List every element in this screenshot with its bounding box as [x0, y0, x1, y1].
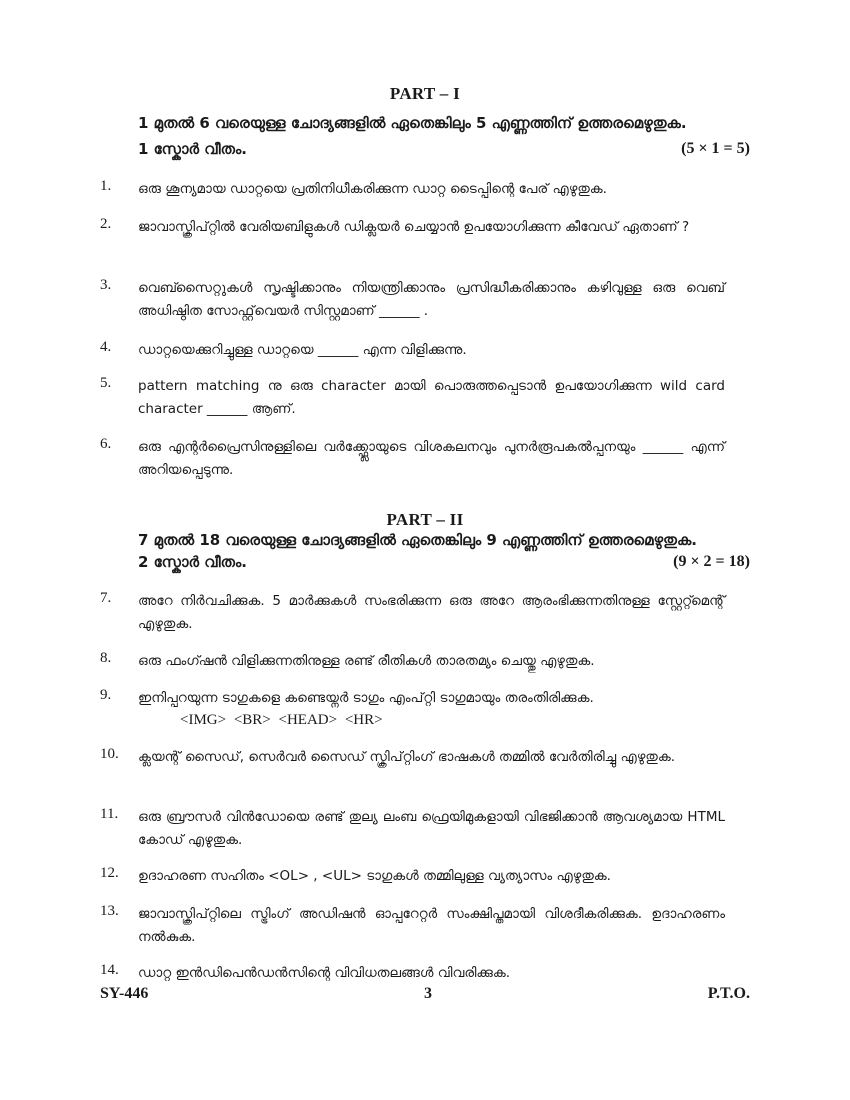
question-text: ഇനിപ്പറയുന്ന ടാഗുകളെ കണ്ടെയ്നർ ടാഗും എംപ്റ്റി ടാഗുമായും തരംതിരിക്കുക.	[138, 690, 594, 706]
question	[100, 216, 725, 239]
question-text: ഒരു ശൂന്യമായ ഡാറ്റയെ പ്രതിനിധീകരിക്കുന്ന ഡാറ്റ ടൈപ്പിന്റെ പേര് എഴുതുക.	[138, 181, 607, 197]
question-number: 12.	[100, 865, 119, 881]
question	[100, 590, 725, 636]
question-number: 5.	[100, 375, 112, 391]
part-1-instruction: 1 മുതൽ 6 വരെയുള്ള ചോദ്യങ്ങളിൽ ഏതെങ്കിലും 5 എണ്ണത്തിന് ഉത്തരമെഴുതുക.	[138, 114, 687, 132]
question-text: വെബ്സൈറ്റുകൾ സൃഷ്ടിക്കാനും നിയന്ത്രിക്കാനും പ്രസിദ്ധീകരിക്കാനും കഴിവുള്ള ഒരു വെബ് അധിഷ്ഠിത സോഫ്റ്റ്‌വെയർ സിസ്റ്റമാണ് ______ .	[138, 280, 725, 319]
question	[100, 865, 725, 888]
question-text: ഒരു ഫംഗ്ഷൻ വിളിക്കുന്നതിനുള്ള രണ്ട് രീതികൾ താരതമ്യം ചെയ്തു എഴുതുക.	[138, 653, 595, 669]
question-number: 7.	[100, 590, 112, 606]
question	[100, 436, 725, 482]
page-number: 3	[424, 985, 433, 1002]
question-text: ഡാറ്റയെക്കുറിച്ചുള്ള ഡാറ്റയെ ______ എന്ന വിളിക്കുന്നു.	[138, 342, 467, 358]
question-number: 4.	[100, 339, 112, 355]
part-2-instruction: 7 മുതൽ 18 വരെയുള്ള ചോദ്യങ്ങളിൽ ഏതെങ്കിലും 9 എണ്ണത്തിന് ഉത്തരമെഴുതുക.	[138, 531, 697, 549]
tags-list: <IMG> <BR> <HEAD> <HR>	[180, 712, 383, 728]
question-number: 1.	[100, 178, 112, 194]
question-text: pattern matching നു ഒരു character മായി പൊരുത്തപ്പെടാൻ ഉപയോഗിക്കുന്ന wild card character ______ ആണ്.	[138, 378, 725, 417]
question	[100, 746, 725, 769]
part-2-title: PART – II	[386, 510, 464, 529]
part-1-marks: (5 × 1 = 5)	[681, 140, 750, 157]
page-footer	[100, 985, 750, 1003]
question-number: 14.	[100, 962, 119, 978]
question-text: ക്ലയന്റ് സൈഡ്, സെർവർ സൈഡ് സ്ക്രിപ്റ്റിംഗ് ഭാഷകൾ തമ്മിൽ വേർതിരിച്ചു എഴുതുക.	[138, 749, 675, 765]
part-2-score-note: 2 സ്കോർ വീതം.	[138, 553, 247, 571]
question	[100, 375, 725, 421]
part-1-title: PART – I	[389, 84, 461, 103]
question-text: ഡാറ്റ ഇൻഡിപെൻഡൻസിന്റെ വിവിധതലങ്ങൾ വിവരിക്കുക.	[138, 965, 510, 981]
part-2-marks: (9 × 2 = 18)	[673, 553, 750, 570]
question-number: 3.	[100, 277, 112, 293]
question	[100, 277, 725, 323]
question-number: 10.	[100, 746, 119, 762]
question-number: 2.	[100, 216, 112, 232]
question	[100, 339, 725, 362]
question-text: ഉദാഹരണ സഹിതം <OL> , <UL> ടാഗുകൾ തമ്മിലുള്ള വ്യത്യാസം എഴുതുക.	[138, 868, 611, 884]
question-number: 8.	[100, 650, 112, 666]
question-number: 11.	[100, 806, 119, 822]
part-1-score-row	[138, 140, 750, 158]
part-2-score-row	[138, 553, 750, 571]
part-1-score-note: 1 സ്കോർ വീതം.	[138, 140, 247, 158]
question	[100, 687, 725, 710]
question	[100, 806, 725, 852]
question-number: 13.	[100, 903, 119, 919]
question-text: ഒരു ബ്രൗസർ വിൻഡോയെ രണ്ട് തുല്യ ലംബ ഫ്രെയിമുകളായി വിഭജിക്കാൻ ആവശ്യമായ HTML കോഡ് എഴുതുക.	[138, 809, 725, 848]
question	[100, 962, 725, 985]
question-number: 6.	[100, 436, 112, 452]
question-text: ജാവാസ്ക്രിപ്റ്റിലെ സ്ട്രിംഗ് അഡിഷൻ ഓപ്പറേറ്റർ സംക്ഷിപ്തമായി വിശദീകരിക്കുക. ഉദാഹരണം നൽകുക.	[138, 906, 725, 945]
exam-code: SY-446	[100, 985, 149, 1002]
question-text: അറേ നിർവചിക്കുക. 5 മാർക്കുകൾ സംഭരിക്കുന്ന ഒരു അറേ ആരംഭിക്കുന്നതിനുള്ള സ്റ്റേറ്റ്മെന്റ് എഴുതുക.	[138, 593, 725, 632]
question	[100, 178, 725, 201]
question	[100, 903, 725, 949]
question-number: 9.	[100, 687, 112, 703]
question-text: ഒരു എന്റർപ്രൈസിനുള്ളിലെ വർക്ക്ഫ്ലോയുടെ വിശകലനവും പുനർരൂപകൽപ്പനയും ______ എന്ന് അറിയപ്പെടുന്നു.	[138, 439, 725, 478]
question-text: ജാവാസ്ക്രിപ്റ്റിൽ വേരിയബിളുകൾ ഡിക്ലയർ ചെയ്യാൻ ഉപയോഗിക്കുന്ന കീവേഡ് ഏതാണ് ?	[138, 219, 690, 235]
question	[100, 650, 725, 673]
pto-label: P.T.O.	[707, 985, 750, 1002]
